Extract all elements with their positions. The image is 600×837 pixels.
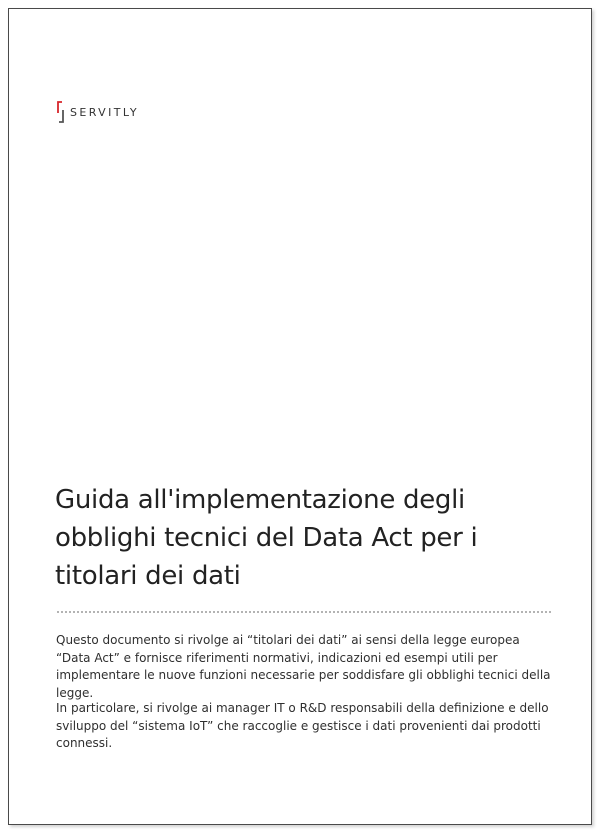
intro-paragraph: Questo documento si rivolge ai “titolari dei dati” ai sensi della legge europea “Data Act” e fornisce riferimenti normativi, indicazioni ed esempi utili per implementare le nuove funzioni necessarie per soddisfare gli obblighi tecnici della legge. (56, 633, 551, 700)
servitly-bracket-icon (56, 101, 65, 123)
brand-logo (56, 101, 139, 123)
document-page (8, 8, 592, 825)
audience-paragraph: In particolare, si rivolge ai manager IT o R&D responsabili della definizione e dello sviluppo del “sistema IoT” che raccoglie e gestisce i dati provenienti dai prodotti connessi. (56, 701, 549, 750)
brand-name: SERVITLY (70, 105, 140, 119)
dotted-divider (57, 611, 551, 613)
document-title: Guida all'implementazione degli obblighi tecnici del Data Act per i titolari dei dati (55, 485, 478, 591)
